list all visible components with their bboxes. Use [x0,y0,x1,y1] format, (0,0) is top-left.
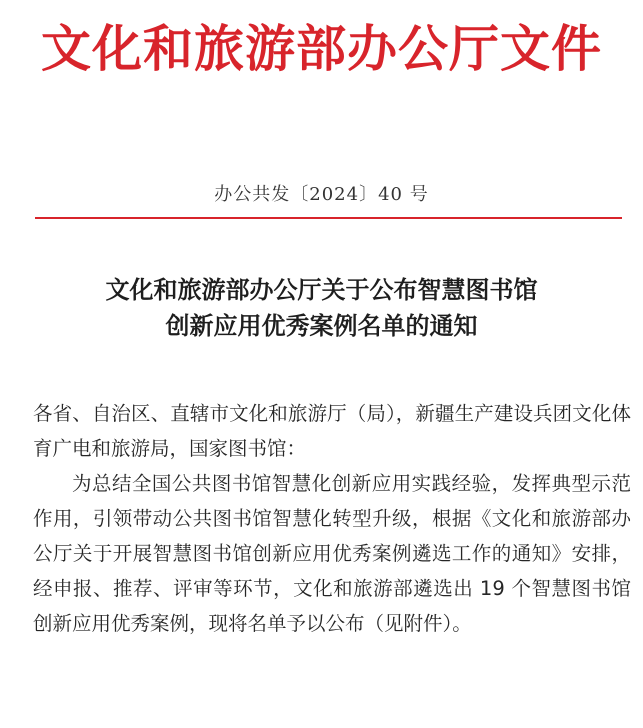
document-number: 办公共发〔2024〕40 号 [214,184,429,205]
notice-title [0,272,643,344]
addressees-paragraph: 各省、自治区、直辖市文化和旅游厅（局），新疆生产建设兵团文化体育广电和旅游局，国家图书馆： [33,402,631,460]
notice-title-line-1: 文化和旅游部办公厅关于公布智慧图书馆 [105,276,538,304]
body-paragraph-1: 为总结全国公共图书馆智慧化创新应用实践经验，发挥典型示范作用，引领带动公共图书馆智慧化转型升级，根据《文化和旅游部办公厅关于开展智慧图书馆创新应用优秀案例遴选工作的通知》安排，经申报、推荐、评审等环节，文化和旅游部遴选出 19 个智慧图书馆创新应用优秀案例，现将名单予以公布（见附件）。 [33,472,631,635]
notice-title-line-2: 创新应用优秀案例名单的通知 [165,312,478,340]
issuer-header-title: 文化和旅游部办公厅文件 [41,19,602,78]
red-separator-line [35,217,622,219]
notice-body [33,396,631,641]
